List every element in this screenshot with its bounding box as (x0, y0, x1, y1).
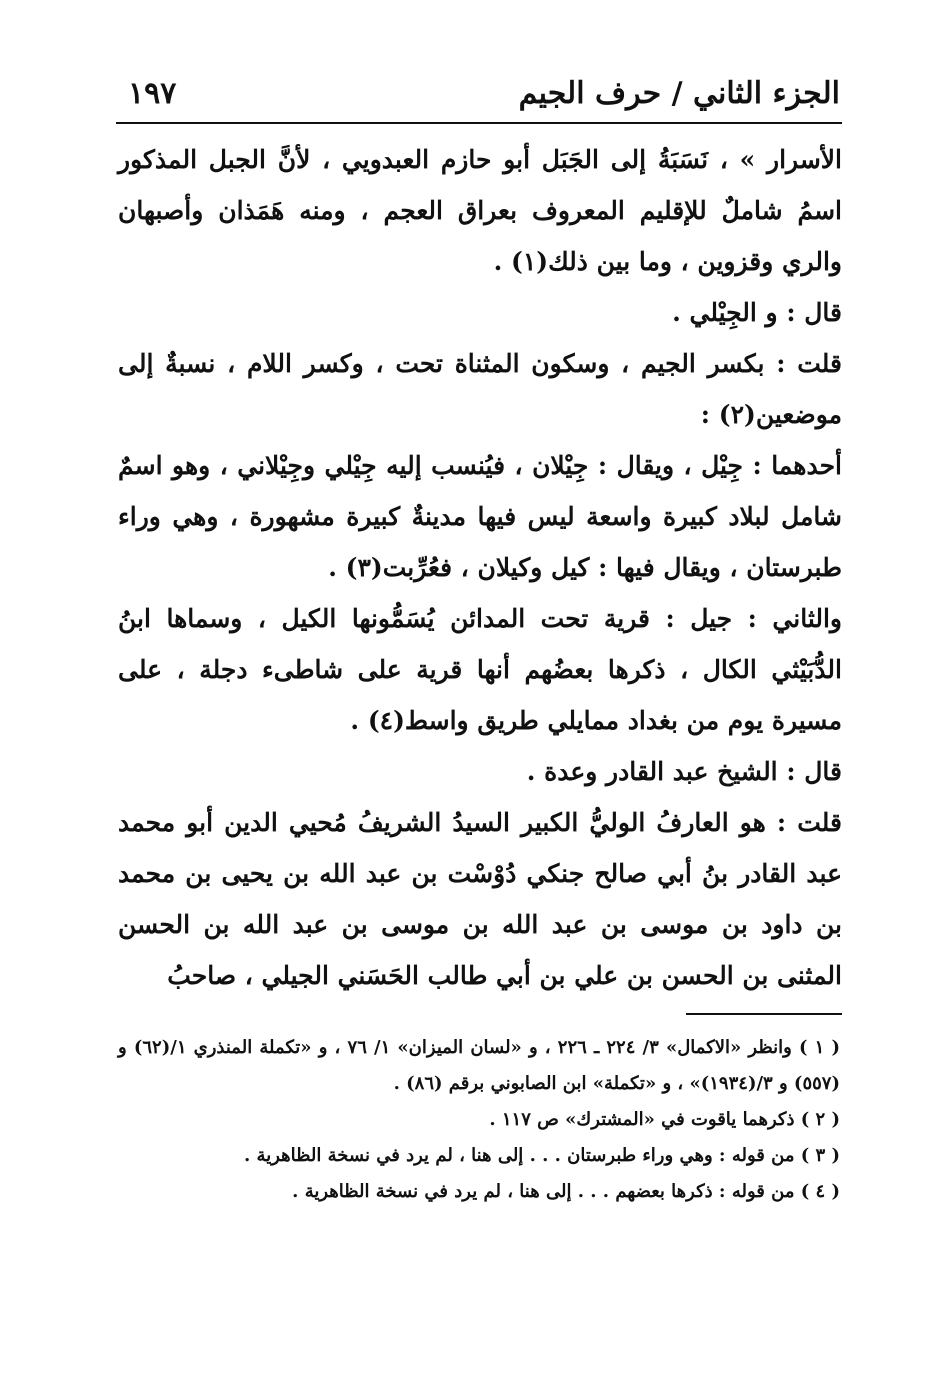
paragraph: قال : الشيخ عبد القادر وعدة . (526, 757, 842, 786)
footnote: ( ٤ ) من قوله : ذكرها بعضهم . . . إلى هنا ، لم يرد في نسخة الظاهرية . (292, 1181, 840, 1202)
main-text (118, 134, 842, 1001)
footnote: ( ٣ ) من قوله : وهي وراء طبرستان . . . إلى هنا ، لم يرد في نسخة الظاهرية . (244, 1145, 840, 1166)
footnote: ( ٢ ) ذكرهما ياقوت في «المشترك» ص ١١٧ . (489, 1109, 840, 1130)
paragraph: والثاني : جيل : قرية تحت المدائن يُسَمُّونها الكيل ، وسماها ابنُ الدُّبَيْثي الكال ، ذكرها بعضُهم أنها قرية على شاطىء دجلة ، على مسيرة يوم من بغداد ممايلي طريق واسط(٤) . (118, 604, 842, 735)
header-rule (116, 122, 842, 124)
footnotes (118, 1030, 840, 1210)
running-header (120, 70, 840, 120)
paragraph: أحدهما : جِيْل ، ويقال : جِيْلان ، فيُنسب إليه جِيْلي وجِيْلاني ، وهو اسمٌ شامل لبلاد كبيرة واسعة ليس فيها مدينةٌ كبيرة مشهورة ، وهي وراء طبرستان ، ويقال فيها : كيل وكيلان ، فعُرِّبت(٣) . (118, 451, 842, 582)
footnote: ( ١ ) وانظر «الاكمال» ٣/ ٢٢٤ ـ ٢٢٦ ، و «لسان الميزان» ١/ ٧٦ ، و «تكملة المنذري ١/(٦٢) و (٥٥٧) و ٣/(١٩٣٤)» ، و «تكملة» ابن الصابوني برقم (٨٦) . (118, 1037, 840, 1094)
paragraph: الأسرار » ، نَسَبَةُ إلى الجَبَل أبو حازم العبدويي ، لأنَّ الجبل المذكور اسمُ شاملٌ للإقليم المعروف بعراق العجم ، ومنه هَمَذان وأصبهان والري وقزوين ، وما بين ذلك(١) . (118, 145, 842, 276)
footnote-separator (686, 1013, 842, 1015)
paragraph: قلت : بكسر الجيم ، وسكون المثناة تحت ، وكسر اللام ، نسبةٌ إلى موضعين(٢) : (118, 349, 842, 429)
paragraph: قلت : هو العارفُ الوليُّ الكبير السيدُ الشريفُ مُحيي الدين أبو محمد عبد القادر بنُ أبي صالح جنكي دُوْسْت بن عبد الله بن يحيى بن محمد بن داود بن موسى بن عبد الله بن موسى بن عبد الله بن الحسن المثنى بن الحسن بن علي بن أبي طالب الحَسَني الجيلي ، صاحبُ (118, 808, 842, 990)
page-number: ١٩٧ (128, 76, 177, 111)
paragraph: قال : و الجِيْلي . (672, 298, 842, 327)
running-title: الجزء الثاني / حرف الجيم (518, 76, 840, 111)
